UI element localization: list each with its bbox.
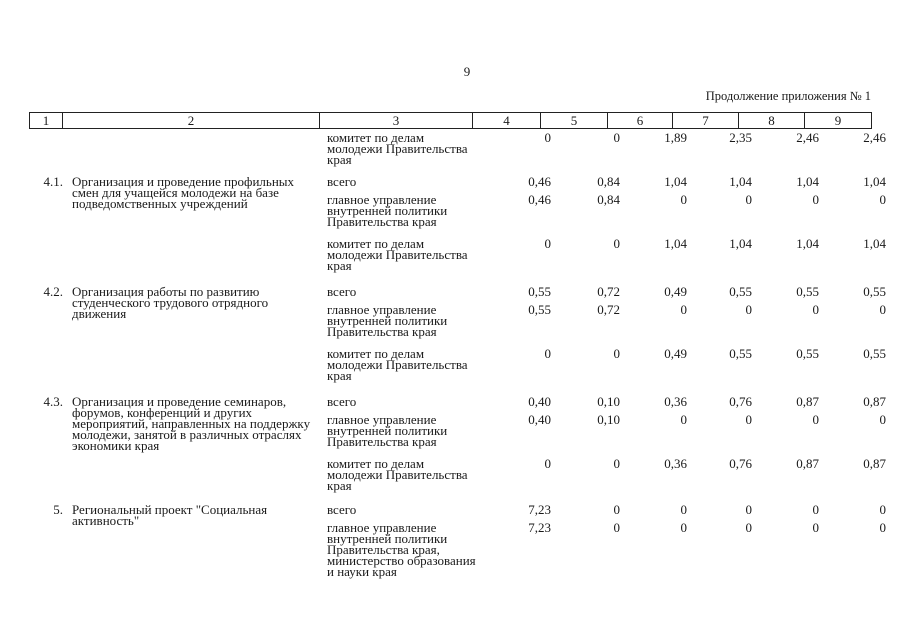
value-cell-col4: 7,23: [528, 502, 551, 517]
item-name: Организация и проведение профильных смен для учащейся молодежи на базе подведомственных учреждений: [72, 174, 295, 211]
table-row: [29, 174, 886, 286]
header-cell: 1: [30, 113, 63, 129]
value-cell-col4: 0: [544, 456, 551, 471]
value-cell-col9: 0,87: [863, 394, 886, 409]
executor-name: главное управление внутренней политики Правительства края: [327, 412, 448, 449]
value-cell-col5: 0: [613, 346, 620, 361]
value-cell-col4: 0: [544, 346, 551, 361]
value-cell-col4: 0: [544, 130, 551, 145]
value-cell-col4: 0,55: [528, 302, 551, 317]
value-cell-col9: 2,46: [863, 130, 886, 145]
value-cell-col7: 0: [745, 502, 752, 517]
value-cell-col7: 2,35: [729, 130, 752, 145]
value-cell-col7: 0: [745, 412, 752, 427]
table-row: [29, 502, 886, 604]
value-cell-col7: 0,55: [729, 284, 752, 299]
header-cell: 6: [608, 113, 673, 129]
executor-name: всего: [327, 174, 357, 189]
value-cell-col8: 0,87: [796, 394, 819, 409]
value-cell-col6: 0: [680, 502, 687, 517]
header-cell: 3: [320, 113, 473, 129]
value-cell-col5: 0: [613, 502, 620, 517]
continuation-label: Продолжение приложения № 1: [705, 89, 871, 103]
header-cell: 4: [473, 113, 541, 129]
value-cell-col9: 0: [879, 412, 886, 427]
value-cell-col5: 0: [613, 130, 620, 145]
value-cell-col5: 0,84: [597, 192, 620, 207]
value-cell-col7: 0,55: [729, 346, 752, 361]
value-cell-col4: 7,23: [528, 520, 551, 535]
value-cell-col6: 0: [680, 520, 687, 535]
value-cell-col5: 0,10: [597, 412, 620, 427]
item-number: 5.: [53, 502, 63, 517]
table-row: [29, 130, 886, 176]
value-cell-col6: 0,36: [664, 394, 687, 409]
value-cell-col5: 0,72: [597, 284, 620, 299]
value-cell-col5: 0: [613, 236, 620, 251]
executor-name: комитет по делам молодежи Правительства края: [327, 346, 468, 383]
item-number: 4.3.: [43, 394, 63, 409]
executor-name: комитет по делам молодежи Правительства края: [327, 456, 468, 493]
value-cell-col9: 1,04: [863, 236, 886, 251]
value-cell-col7: 0: [745, 520, 752, 535]
value-cell-col7: 0: [745, 192, 752, 207]
value-cell-col6: 1,04: [664, 236, 687, 251]
executor-name: главное управление внутренней политики Правительства края: [327, 302, 448, 339]
value-cell-col5: 0,72: [597, 302, 620, 317]
value-cell-col9: 0: [879, 302, 886, 317]
value-cell-col9: 0: [879, 520, 886, 535]
value-cell-col4: 0,40: [528, 412, 551, 427]
value-cell-col8: 1,04: [796, 236, 819, 251]
value-cell-col8: 0: [812, 192, 819, 207]
value-cell-col8: 0,87: [796, 456, 819, 471]
executor-name: всего: [327, 394, 357, 409]
value-cell-col6: 0,49: [664, 346, 687, 361]
value-cell-col5: 0: [613, 520, 620, 535]
value-cell-col5: 0: [613, 456, 620, 471]
value-cell-col7: 0,76: [729, 394, 752, 409]
value-cell-col8: 0: [812, 412, 819, 427]
value-cell-col5: 0,10: [597, 394, 620, 409]
value-cell-col8: 0: [812, 502, 819, 517]
table-row: [29, 394, 886, 504]
header-row: [30, 113, 872, 129]
executor-name: главное управление внутренней политики Правительства края, министерство образования и науки края: [327, 520, 476, 579]
value-cell-col4: 0,46: [528, 192, 551, 207]
value-cell-col7: 1,04: [729, 236, 752, 251]
value-cell-col8: 0,55: [796, 346, 819, 361]
value-cell-col9: 0: [879, 192, 886, 207]
executor-name: главное управление внутренней политики Правительства края: [327, 192, 448, 229]
value-cell-col6: 0: [680, 192, 687, 207]
executor-name: всего: [327, 502, 357, 517]
value-cell-col4: 0,46: [528, 174, 551, 189]
value-cell-col4: 0: [544, 236, 551, 251]
value-cell-col7: 0: [745, 302, 752, 317]
item-name: Организация и проведение семинаров, форумов, конференций и других мероприятий, направленных на поддержку молодежи, занятой в различных отраслях экономики края: [72, 394, 311, 453]
value-cell-col6: 1,04: [664, 174, 687, 189]
value-cell-col5: 0,84: [597, 174, 620, 189]
value-cell-col8: 0: [812, 520, 819, 535]
header-cell: 5: [541, 113, 608, 129]
header-cell: 2: [63, 113, 320, 129]
column-header-table: [29, 112, 872, 129]
value-cell-col9: 1,04: [863, 174, 886, 189]
header-cell: 8: [739, 113, 805, 129]
value-cell-col7: 0,76: [729, 456, 752, 471]
header-cell: 7: [673, 113, 739, 129]
value-cell-col9: 0,55: [863, 284, 886, 299]
executor-name: комитет по делам молодежи Правительства края: [327, 236, 468, 273]
value-cell-col8: 0,55: [796, 284, 819, 299]
value-cell-col4: 0,55: [528, 284, 551, 299]
executor-name: комитет по делам молодежи Правительства края: [327, 130, 468, 167]
value-cell-col6: 0,49: [664, 284, 687, 299]
item-name: Организация работы по развитию студенческого трудового отрядного движения: [72, 284, 269, 321]
item-name: Региональный проект "Социальная активность": [72, 502, 268, 528]
value-cell-col4: 0,40: [528, 394, 551, 409]
value-cell-col9: 0: [879, 502, 886, 517]
value-cell-col6: 0,36: [664, 456, 687, 471]
value-cell-col9: 0,87: [863, 456, 886, 471]
value-cell-col6: 0: [680, 412, 687, 427]
page-number: 9: [463, 64, 471, 79]
value-cell-col6: 0: [680, 302, 687, 317]
value-cell-col8: 1,04: [796, 174, 819, 189]
item-number: 4.1.: [43, 174, 63, 189]
table-row: [29, 284, 886, 396]
header-cell: 9: [805, 113, 872, 129]
value-cell-col8: 0: [812, 302, 819, 317]
item-number: 4.2.: [43, 284, 63, 299]
value-cell-col7: 1,04: [729, 174, 752, 189]
value-cell-col9: 0,55: [863, 346, 886, 361]
value-cell-col6: 1,89: [664, 130, 687, 145]
value-cell-col8: 2,46: [796, 130, 819, 145]
executor-name: всего: [327, 284, 357, 299]
